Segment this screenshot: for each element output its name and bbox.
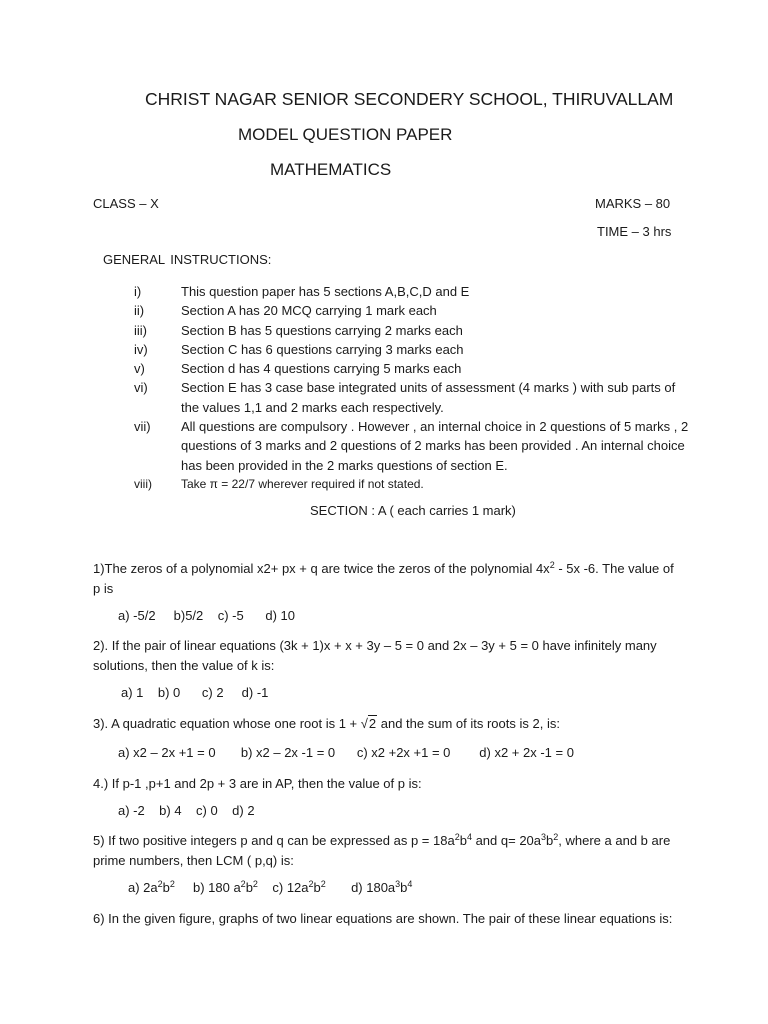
- question-4: 4.) If p-1 ,p+1 and 2p + 3 are in AP, then the value of p is:: [93, 776, 422, 791]
- instruction-number: iii): [134, 322, 147, 338]
- superscript: 2: [308, 879, 314, 889]
- instruction-number: i): [134, 284, 142, 299]
- instruction-item: [134, 340, 694, 359]
- instruction-item: [134, 301, 694, 320]
- question-4-options: a) -2 b) 4 c) 0 d) 2: [118, 803, 255, 818]
- question-text: and the sum of its roots is 2, is:: [377, 716, 560, 731]
- section-a-title: SECTION : A ( each carries 1 mark): [310, 503, 516, 518]
- instructions-heading: GENERAL INSTRUCTIONS:: [103, 252, 272, 267]
- instruction-item: [134, 417, 694, 475]
- superscript: 2: [157, 879, 163, 889]
- question-2: 2). If the pair of linear equations (3k + 1)x + x + 3y – 5 = 0 and 2x – 3y + 5 = 0 have infinitely many solutions, then the value of k is:: [93, 638, 657, 673]
- question-text: - 5x -6. The value of p is: [93, 561, 674, 596]
- paper-title: MODEL QUESTION PAPER: [238, 125, 453, 144]
- superscript: 3: [541, 832, 547, 842]
- question-1-options: a) -5/2 b)5/2 c) -5 d) 10: [118, 608, 296, 623]
- instruction-text: Section B has 5 questions carrying 2 marks each: [181, 322, 463, 338]
- superscript: 2: [252, 879, 258, 889]
- superscript: 3: [395, 879, 401, 889]
- instruction-item: [134, 378, 694, 417]
- option-text: b: [245, 880, 253, 895]
- instruction-text: Section C has 6 questions carrying 3 marks each: [181, 341, 464, 357]
- instruction-text: Take π = 22/7 wherever required if not stated.: [181, 476, 424, 491]
- option-text: a) 2a: [128, 880, 158, 895]
- question-text: 1)The zeros of a polynomial x2+ px + q are twice the zeros of the polynomial 4x: [93, 561, 550, 576]
- option-text: b: [313, 880, 321, 895]
- instruction-number: ii): [134, 303, 145, 319]
- instruction-number: vi): [134, 380, 148, 396]
- question-3: [93, 714, 678, 734]
- instruction-text: Section E has 3 case base integrated units of assessment (4 marks ) with sub parts of the values 1,1 and 2 marks each respectively.: [181, 380, 676, 415]
- superscript: 2: [169, 879, 175, 889]
- instruction-text: This question paper has 5 sections A,B,C,D and E: [181, 284, 470, 299]
- question-text: 3). A quadratic equation whose one root is 1 +: [93, 716, 361, 731]
- superscript: 2: [549, 560, 555, 570]
- question-5-options: [128, 880, 412, 895]
- question-text: b: [459, 833, 467, 848]
- marks-label: MARKS – 80: [595, 196, 671, 211]
- time-label: TIME – 3 hrs: [597, 224, 672, 239]
- school-name: CHRIST NAGAR SENIOR SECONDERY SCHOOL, THIRUVALLAM: [145, 89, 674, 109]
- question-5: [93, 831, 678, 870]
- question-text: 5) If two positive integers p and q can be expressed as p = 18a: [93, 833, 455, 848]
- instruction-text: All questions are compulsory . However , an internal choice in 2 questions of 5 marks , 2 questions of 3 marks and 2 questions of 2 marks has been provided . An internal choice has been provided in the 2 marks questions of section E.: [181, 419, 689, 473]
- instruction-text: Section d has 4 questions carrying 5 marks each: [181, 361, 462, 377]
- superscript: 2: [320, 879, 326, 889]
- instruction-number: viii): [134, 476, 152, 491]
- instruction-number: iv): [134, 341, 148, 357]
- question-text: , where a and b are prime numbers, then LCM ( p,q) is:: [93, 833, 671, 868]
- instruction-number: vii): [134, 419, 151, 435]
- instruction-item: [134, 359, 694, 378]
- superscript: 2: [240, 879, 246, 889]
- question-6: 6) In the given figure, graphs of two linear equations are shown. The pair of these linear equations is:: [93, 911, 673, 926]
- instructions-list: [134, 282, 694, 494]
- instruction-number: v): [134, 361, 145, 377]
- sqrt-sign: √: [360, 716, 368, 731]
- option-text: b: [162, 880, 170, 895]
- question-2-options: a) 1 b) 0 c) 2 d) -1: [121, 685, 269, 700]
- question-1: [93, 559, 678, 598]
- superscript: 4: [407, 879, 413, 889]
- question-text: b: [546, 833, 554, 848]
- subject-title: MATHEMATICS: [270, 160, 392, 179]
- radicand: 2: [368, 716, 377, 731]
- superscript: 4: [466, 832, 472, 842]
- superscript: 2: [454, 832, 460, 842]
- question-3-options: a) x2 – 2x +1 = 0 b) x2 – 2x -1 = 0 c) x2 +2x +1 = 0 d) x2 + 2x -1 = 0: [118, 745, 574, 760]
- instruction-item: [134, 475, 694, 494]
- class-label: CLASS – X: [93, 196, 159, 211]
- instruction-item: [134, 321, 694, 340]
- question-text: and q= 20a: [471, 833, 542, 848]
- option-text: d) 180a: [325, 880, 396, 895]
- superscript: 2: [553, 832, 559, 842]
- square-root: [361, 714, 377, 734]
- option-text: c) 12a: [257, 880, 309, 895]
- instruction-text: Section A has 20 MCQ carrying 1 mark each: [181, 303, 437, 319]
- option-text: b: [400, 880, 408, 895]
- option-text: b) 180 a: [174, 880, 241, 895]
- instruction-item: [134, 282, 694, 301]
